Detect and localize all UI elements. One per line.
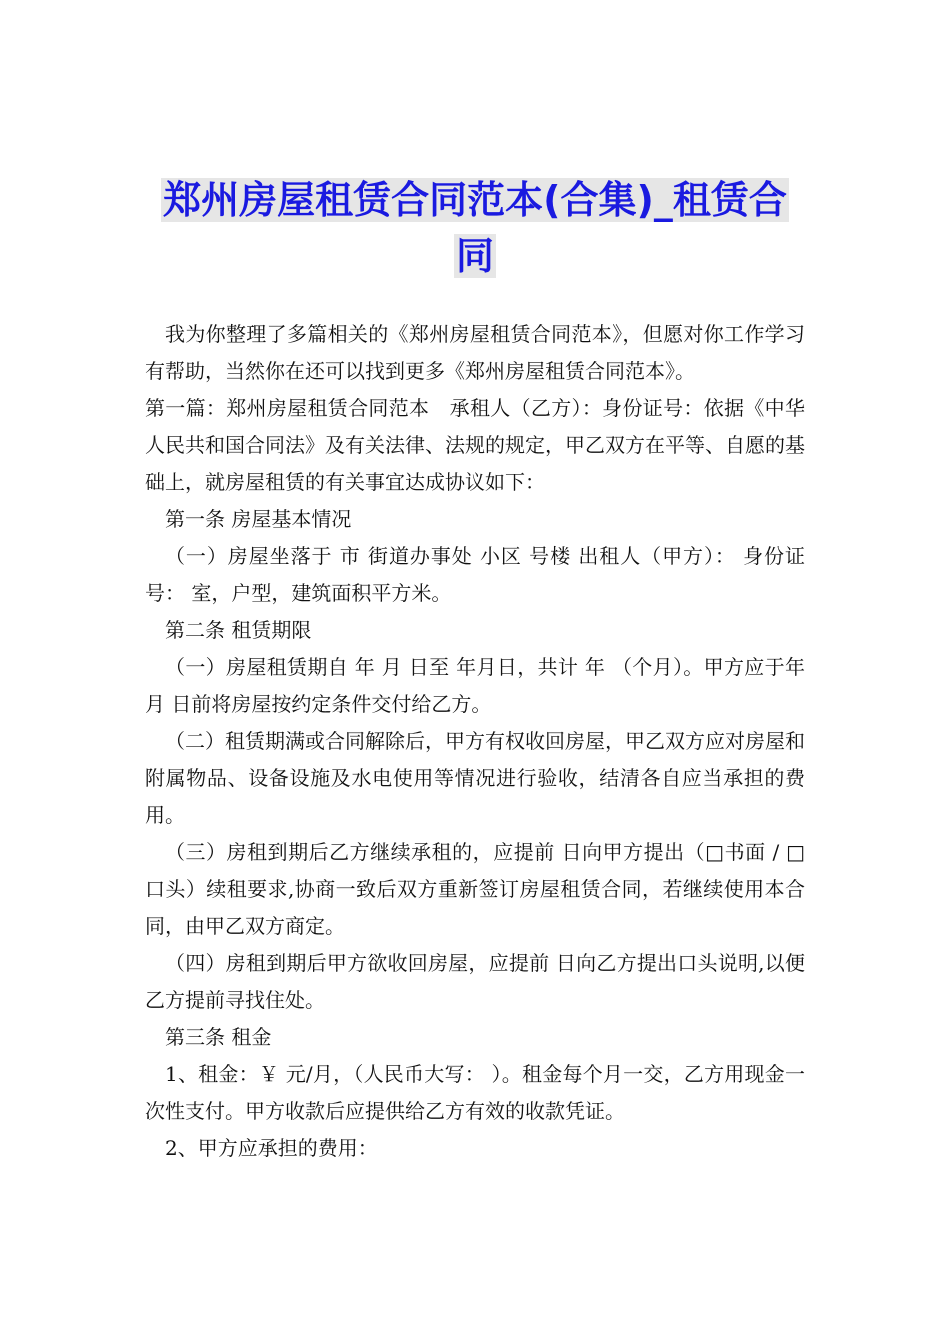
- clause-paragraph: 2、甲方应承担的费用：: [165, 1136, 378, 1160]
- article-heading: 第二条 租赁期限: [165, 618, 312, 642]
- clause-paragraph: （三）房租到期后乙方继续承租的，应提前 日向甲方提出（□书面 / □口头）续租要求,协商一致后双方重新签订房屋租赁合同，若继续使用本合同，由甲乙双方商定。: [145, 840, 805, 938]
- title-line-2: 同: [455, 234, 494, 278]
- intro-paragraph: 我为你整理了多篇相关的《郑州房屋租赁合同范本》，但愿对你工作学习有帮助，当然你在还可以找到更多《郑州房屋租赁合同范本》。: [145, 322, 805, 383]
- section-one-paragraph: 第一篇：郑州房屋租赁合同范本 承租人（乙方）：身份证号：依据《中华人民共和国合同法》及有关法律、法规的规定，甲乙双方在平等、自愿的基础上，就房屋租赁的有关事宜达成协议如下：: [145, 396, 805, 494]
- article-heading: 第一条 房屋基本情况: [165, 507, 352, 531]
- clause-paragraph: （一）房屋租赁期自 年 月 日至 年月日，共计 年 （个月）。甲方应于年 月 日前将房屋按约定条件交付给乙方。: [145, 655, 805, 716]
- clause-paragraph: 1、租金：￥ 元/月，（人民币大写： ）。租金每个月一交，乙方用现金一次性支付。甲方收款后应提供给乙方有效的收款凭证。: [145, 1062, 805, 1123]
- document-body: [145, 316, 805, 1167]
- title-line-1: 郑州房屋租赁合同范本(合集)_租赁合: [163, 178, 787, 222]
- clause-paragraph: （一）房屋坐落于 市 街道办事处 小区 号楼 出租人（甲方）： 身份证号： 室，户型，建筑面积平方米。: [145, 544, 805, 605]
- document-title: [150, 172, 800, 284]
- article-heading: 第三条 租金: [165, 1025, 272, 1049]
- clause-paragraph: （四）房租到期后甲方欲收回房屋，应提前 日向乙方提出口头说明,以便乙方提前寻找住处。: [145, 951, 805, 1012]
- clause-paragraph: （二）租赁期满或合同解除后，甲方有权收回房屋，甲乙双方应对房屋和附属物品、设备设施及水电使用等情况进行验收，结清各自应当承担的费用。: [145, 729, 805, 827]
